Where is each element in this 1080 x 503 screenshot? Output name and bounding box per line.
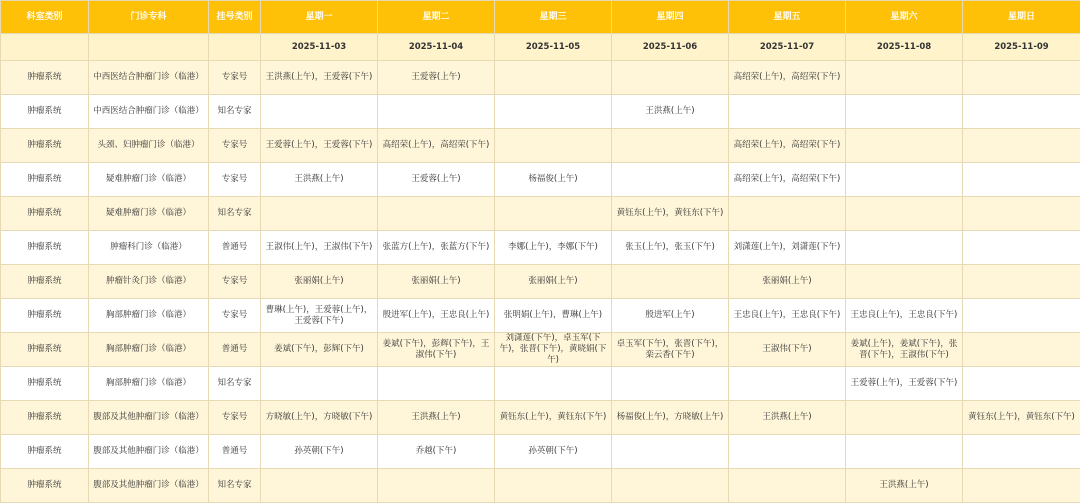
saturday-cell: [846, 231, 963, 265]
header-friday: 星期五: [729, 1, 846, 34]
wednesday-cell: [495, 367, 612, 401]
clinic-cell: 中西医结合肿瘤门诊（临港）: [89, 95, 209, 129]
thursday-cell: [612, 61, 729, 95]
saturday-cell: [846, 265, 963, 299]
registration-type-cell: 普通号: [209, 231, 261, 265]
sunday-cell: [963, 61, 1080, 95]
header-wednesday: 星期三: [495, 1, 612, 34]
saturday-cell: 王忠良(上午)，王忠良(下午): [846, 299, 963, 333]
friday-cell: [729, 197, 846, 231]
header-clinic: 门诊专科: [89, 1, 209, 34]
registration-type-cell: 专家号: [209, 401, 261, 435]
monday-cell: 王洪燕(上午)，王爱蓉(下午): [261, 61, 378, 95]
sunday-cell: [963, 299, 1080, 333]
sunday-cell: [963, 435, 1080, 469]
table-row: [1, 163, 1080, 197]
monday-cell: 方晓敏(上午)，方晓敏(下午): [261, 401, 378, 435]
table-row: [1, 95, 1080, 129]
sunday-cell: [963, 95, 1080, 129]
monday-cell: [261, 469, 378, 503]
tuesday-cell: 张蓝方(上午)，张蓝方(下午): [378, 231, 495, 265]
header-row: [1, 1, 1080, 34]
saturday-cell: [846, 95, 963, 129]
dept-cell: 肿瘤系统: [1, 401, 89, 435]
friday-cell: 高绍荣(上午)，高绍荣(下午): [729, 163, 846, 197]
wednesday-cell: [495, 61, 612, 95]
clinic-cell: 疑难肿瘤门诊（临港）: [89, 163, 209, 197]
thursday-cell: 王洪燕(上午): [612, 95, 729, 129]
monday-cell: [261, 367, 378, 401]
wednesday-cell: 李娜(上午)，李娜(下午): [495, 231, 612, 265]
date-cell: 2025-11-08: [846, 34, 963, 61]
thursday-cell: 杨福俊(上午)，方晓敏(上午): [612, 401, 729, 435]
header-registration-type: 挂号类别: [209, 1, 261, 34]
sunday-cell: 黄钰东(上午)，黄钰东(下午): [963, 401, 1080, 435]
thursday-cell: [612, 367, 729, 401]
friday-cell: [729, 435, 846, 469]
date-cell-empty: [89, 34, 209, 61]
sunday-cell: [963, 197, 1080, 231]
wednesday-cell: [495, 469, 612, 503]
dept-cell: 肿瘤系统: [1, 469, 89, 503]
table-row: [1, 333, 1080, 367]
monday-cell: 王淑伟(上午)，王淑伟(下午): [261, 231, 378, 265]
wednesday-cell: 张明娟(上午)，曹琳(上午): [495, 299, 612, 333]
sunday-cell: [963, 265, 1080, 299]
table-row: [1, 401, 1080, 435]
monday-cell: 孙英朝(下午): [261, 435, 378, 469]
dept-cell: 肿瘤系统: [1, 129, 89, 163]
dept-cell: 肿瘤系统: [1, 265, 89, 299]
dept-cell: 肿瘤系统: [1, 367, 89, 401]
thursday-cell: 张玉(上午)，张玉(下午): [612, 231, 729, 265]
registration-type-cell: 专家号: [209, 265, 261, 299]
date-cell: 2025-11-05: [495, 34, 612, 61]
thursday-cell: [612, 265, 729, 299]
thursday-cell: 黄钰东(上午)，黄钰东(下午): [612, 197, 729, 231]
friday-cell: 张丽娟(上午): [729, 265, 846, 299]
thursday-cell: [612, 129, 729, 163]
tuesday-cell: 姜斌(下午)，彭辉(下午)，王淑伟(下午): [378, 333, 495, 367]
dept-cell: 肿瘤系统: [1, 231, 89, 265]
header-saturday: 星期六: [846, 1, 963, 34]
tuesday-cell: [378, 367, 495, 401]
friday-cell: 高绍荣(上午)，高绍荣(下午): [729, 61, 846, 95]
clinic-cell: 中西医结合肿瘤门诊（临港）: [89, 61, 209, 95]
clinic-cell: 疑难肿瘤门诊（临港）: [89, 197, 209, 231]
table-row: [1, 231, 1080, 265]
saturday-cell: [846, 61, 963, 95]
monday-cell: 王洪燕(上午): [261, 163, 378, 197]
friday-cell: [729, 95, 846, 129]
friday-cell: 刘潇莲(上午)，刘潇莲(下午): [729, 231, 846, 265]
date-cell: 2025-11-07: [729, 34, 846, 61]
tuesday-cell: 殷进军(上午)，王忠良(上午): [378, 299, 495, 333]
wednesday-cell: [495, 129, 612, 163]
header-sunday: 星期日: [963, 1, 1080, 34]
header-tuesday: 星期二: [378, 1, 495, 34]
wednesday-cell: 杨福俊(上午): [495, 163, 612, 197]
monday-cell: 姜斌(下午)，彭辉(下午): [261, 333, 378, 367]
registration-type-cell: 专家号: [209, 299, 261, 333]
registration-type-cell: 专家号: [209, 129, 261, 163]
table-row: [1, 197, 1080, 231]
tuesday-cell: 王洪燕(上午): [378, 401, 495, 435]
sunday-cell: [963, 231, 1080, 265]
dept-cell: 肿瘤系统: [1, 299, 89, 333]
registration-type-cell: 知名专家: [209, 95, 261, 129]
friday-cell: 高绍荣(上午)，高绍荣(下午): [729, 129, 846, 163]
saturday-cell: [846, 401, 963, 435]
saturday-cell: [846, 163, 963, 197]
dept-cell: 肿瘤系统: [1, 197, 89, 231]
registration-type-cell: 专家号: [209, 61, 261, 95]
saturday-cell: 姜斌(上午)，姜斌(下午)，张晋(下午)，王淑伟(下午): [846, 333, 963, 367]
sunday-cell: [963, 129, 1080, 163]
table-row: [1, 265, 1080, 299]
registration-type-cell: 知名专家: [209, 367, 261, 401]
sunday-cell: [963, 469, 1080, 503]
saturday-cell: 王洪燕(上午): [846, 469, 963, 503]
dept-cell: 肿瘤系统: [1, 95, 89, 129]
monday-cell: [261, 95, 378, 129]
saturday-cell: 王爱蓉(上午)，王爱蓉(下午): [846, 367, 963, 401]
thursday-cell: [612, 469, 729, 503]
dept-cell: 肿瘤系统: [1, 333, 89, 367]
clinic-cell: 肿瘤科门诊（临港）: [89, 231, 209, 265]
clinic-cell: 肿瘤针灸门诊（临港）: [89, 265, 209, 299]
table-row: [1, 299, 1080, 333]
wednesday-cell: 孙英朝(下午): [495, 435, 612, 469]
wednesday-cell: [495, 197, 612, 231]
date-row: [1, 34, 1080, 61]
table-row: [1, 129, 1080, 163]
date-cell: 2025-11-09: [963, 34, 1080, 61]
friday-cell: 王洪燕(上午): [729, 401, 846, 435]
registration-type-cell: 普通号: [209, 333, 261, 367]
clinic-cell: 胸部肿瘤门诊（临港）: [89, 333, 209, 367]
table-row: [1, 435, 1080, 469]
monday-cell: 曹琳(上午)，王爱蓉(上午)，王爱蓉(下午): [261, 299, 378, 333]
registration-type-cell: 知名专家: [209, 197, 261, 231]
sunday-cell: [963, 163, 1080, 197]
friday-cell: 王淑伟(下午): [729, 333, 846, 367]
table-row: [1, 469, 1080, 503]
clinic-cell: 头颈、妇肿瘤门诊（临港）: [89, 129, 209, 163]
saturday-cell: [846, 435, 963, 469]
sunday-cell: [963, 333, 1080, 367]
tuesday-cell: 高绍荣(上午)，高绍荣(下午): [378, 129, 495, 163]
sunday-cell: [963, 367, 1080, 401]
registration-type-cell: 普通号: [209, 435, 261, 469]
friday-cell: [729, 367, 846, 401]
wednesday-cell: [495, 95, 612, 129]
table-row: [1, 367, 1080, 401]
clinic-cell: 腹部及其他肿瘤门诊（临港）: [89, 435, 209, 469]
tuesday-cell: 王爱蓉(上午): [378, 61, 495, 95]
wednesday-cell: 黄钰东(上午)，黄钰东(下午): [495, 401, 612, 435]
saturday-cell: [846, 197, 963, 231]
date-cell: 2025-11-03: [261, 34, 378, 61]
registration-type-cell: 知名专家: [209, 469, 261, 503]
clinic-cell: 腹部及其他肿瘤门诊（临港）: [89, 401, 209, 435]
date-cell-empty: [209, 34, 261, 61]
registration-type-cell: 专家号: [209, 163, 261, 197]
tuesday-cell: [378, 469, 495, 503]
dept-cell: 肿瘤系统: [1, 163, 89, 197]
date-cell-empty: [1, 34, 89, 61]
table-row: [1, 61, 1080, 95]
dept-cell: 肿瘤系统: [1, 61, 89, 95]
thursday-cell: 卓玉军(下午)，张晋(下午)，栾云香(下午): [612, 333, 729, 367]
wednesday-cell: 刘潇莲(下午)，卓玉军(下午)，张晋(下午)，黄晓娟(下午): [495, 333, 612, 367]
tuesday-cell: 张丽娟(上午): [378, 265, 495, 299]
tuesday-cell: 乔越(下午): [378, 435, 495, 469]
monday-cell: 张丽娟(上午): [261, 265, 378, 299]
monday-cell: 王爱蓉(上午)，王爱蓉(下午): [261, 129, 378, 163]
tuesday-cell: [378, 197, 495, 231]
thursday-cell: 殷进军(上午): [612, 299, 729, 333]
thursday-cell: [612, 163, 729, 197]
monday-cell: [261, 197, 378, 231]
clinic-cell: 胸部肿瘤门诊（临港）: [89, 299, 209, 333]
tuesday-cell: [378, 95, 495, 129]
saturday-cell: [846, 129, 963, 163]
header-dept-category: 科室类别: [1, 1, 89, 34]
clinic-cell: 腹部及其他肿瘤门诊（临港）: [89, 469, 209, 503]
wednesday-cell: 张丽娟(上午): [495, 265, 612, 299]
tuesday-cell: 王爱蓉(上午): [378, 163, 495, 197]
dept-cell: 肿瘤系统: [1, 435, 89, 469]
friday-cell: 王忠良(上午)，王忠良(下午): [729, 299, 846, 333]
header-thursday: 星期四: [612, 1, 729, 34]
date-cell: 2025-11-06: [612, 34, 729, 61]
friday-cell: [729, 469, 846, 503]
header-monday: 星期一: [261, 1, 378, 34]
thursday-cell: [612, 435, 729, 469]
clinic-cell: 胸部肿瘤门诊（临港）: [89, 367, 209, 401]
date-cell: 2025-11-04: [378, 34, 495, 61]
